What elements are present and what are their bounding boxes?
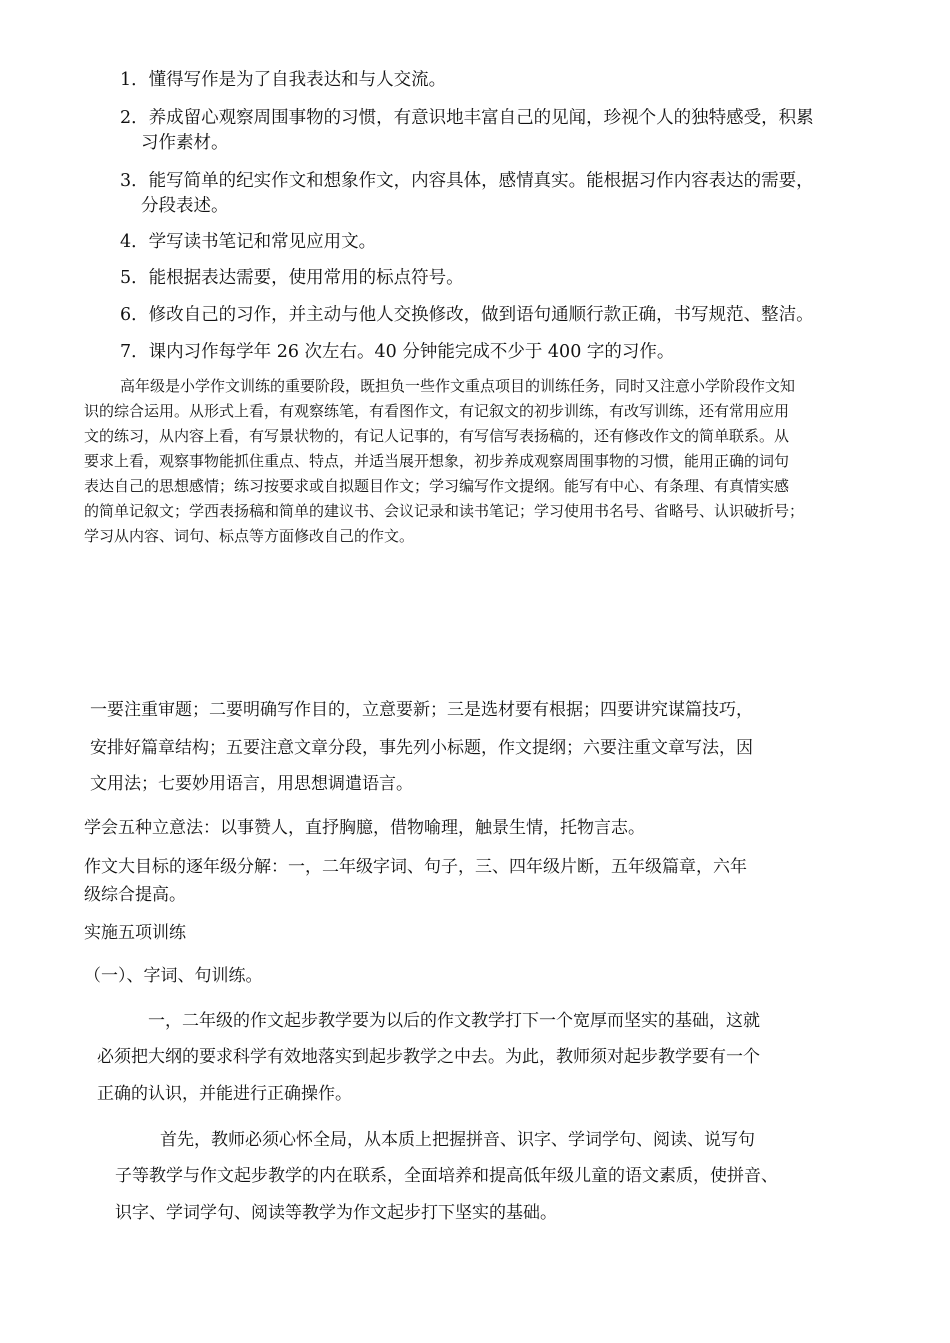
- paragraph-line: 首先，教师必须心怀全局，从本质上把握拼音、识字、学词学句、阅读、说写句: [160, 1130, 755, 1150]
- paragraph-line: 识的综合运用。从形式上看，有观察练笔，有看图作文，有记叙文的初步训练，有改写训练，还有常用应用: [84, 402, 790, 420]
- list-item: 7．课内习作每学年 26 次左右。40 分钟能完成不少于 400 字的习作。: [120, 342, 675, 362]
- section-one-heading: （一）、字词、句训练。: [84, 966, 263, 986]
- paragraph-line: 要求上看，观察事物能抓住重点、特点，并适当展开想象，初步养成观察周围事物的习惯，能用正确的词句: [84, 452, 790, 470]
- paragraph-line: 文的练习，从内容上看，有写景状物的，有记人记事的，有写信写表扬稿的，还有修改作文的简单联系。从: [84, 427, 790, 445]
- list-item-continuation: 分段表述。: [141, 196, 229, 216]
- list-item: 2．养成留心观察周围事物的习惯，有意识地丰富自己的见闻，珍视个人的独特感受，积累: [120, 108, 814, 128]
- list-item: 3．能写简单的纪实作文和想象作文，内容具体，感情真实。能根据习作内容表达的需要，: [120, 171, 814, 191]
- paragraph-line: 正确的认识，并能进行正确操作。: [97, 1084, 352, 1104]
- paragraph-line: 高年级是小学作文训练的重要阶段，既担负一些作文重点项目的训练任务，同时又注意小学阶段作文知: [120, 377, 796, 395]
- list-item: 4．学写读书笔记和常见应用文。: [120, 232, 377, 252]
- paragraph-line: 一要注重审题；二要明确写作目的，立意要新；三是选材要有根据；四要讲究谋篇技巧，: [90, 700, 753, 720]
- five-trainings-heading: 实施五项训练: [84, 923, 186, 943]
- paragraph-line: 的简单记叙文；学西表扬稿和简单的建议书、会议记录和读书笔记；学习使用书名号、省略号、认识破折号；: [84, 502, 805, 520]
- five-methods-line: 学会五种立意法：以事赞人，直抒胸臆，借物喻理，触景生情，托物言志。: [84, 818, 645, 838]
- list-item: 5．能根据表达需要，使用常用的标点符号。: [120, 268, 464, 288]
- paragraph-line: 作文大目标的逐年级分解：一，二年级字词、句子，三、四年级片断，五年级篇章，六年: [84, 857, 747, 877]
- paragraph-line: 子等教学与作文起步教学的内在联系，全面培养和提高低年级儿童的语文素质，使拼音、: [115, 1166, 778, 1186]
- paragraph-line: 表达自己的思想感情；练习按要求或自拟题目作文；学习编写作文提纲。能写有中心、有条理、有真情实感: [84, 477, 790, 495]
- paragraph-line: 学习从内容、词句、标点等方面修改自己的作文。: [84, 527, 415, 545]
- paragraph-line: 识字、学词学句、阅读等教学为作文起步打下坚实的基础。: [115, 1203, 557, 1223]
- list-item: 6．修改自己的习作，并主动与他人交换修改，做到语句通顺行款正确，书写规范、整洁。: [120, 305, 814, 325]
- list-item-continuation: 习作素材。: [141, 133, 229, 153]
- paragraph-line: 级综合提高。: [84, 885, 186, 905]
- paragraph-line: 安排好篇章结构；五要注意文章分段，事先列小标题，作文提纲；六要注重文章写法，因: [90, 738, 753, 758]
- list-item: 1．懂得写作是为了自我表达和与人交流。: [120, 70, 447, 90]
- paragraph-line: 文用法；七要妙用语言，用思想调遣语言。: [90, 774, 413, 794]
- paragraph-line: 必须把大纲的要求科学有效地落实到起步教学之中去。为此，教师须对起步教学要有一个: [97, 1047, 760, 1067]
- paragraph-line: 一，二年级的作文起步教学要为以后的作文教学打下一个宽厚而坚实的基础，这就: [148, 1011, 760, 1031]
